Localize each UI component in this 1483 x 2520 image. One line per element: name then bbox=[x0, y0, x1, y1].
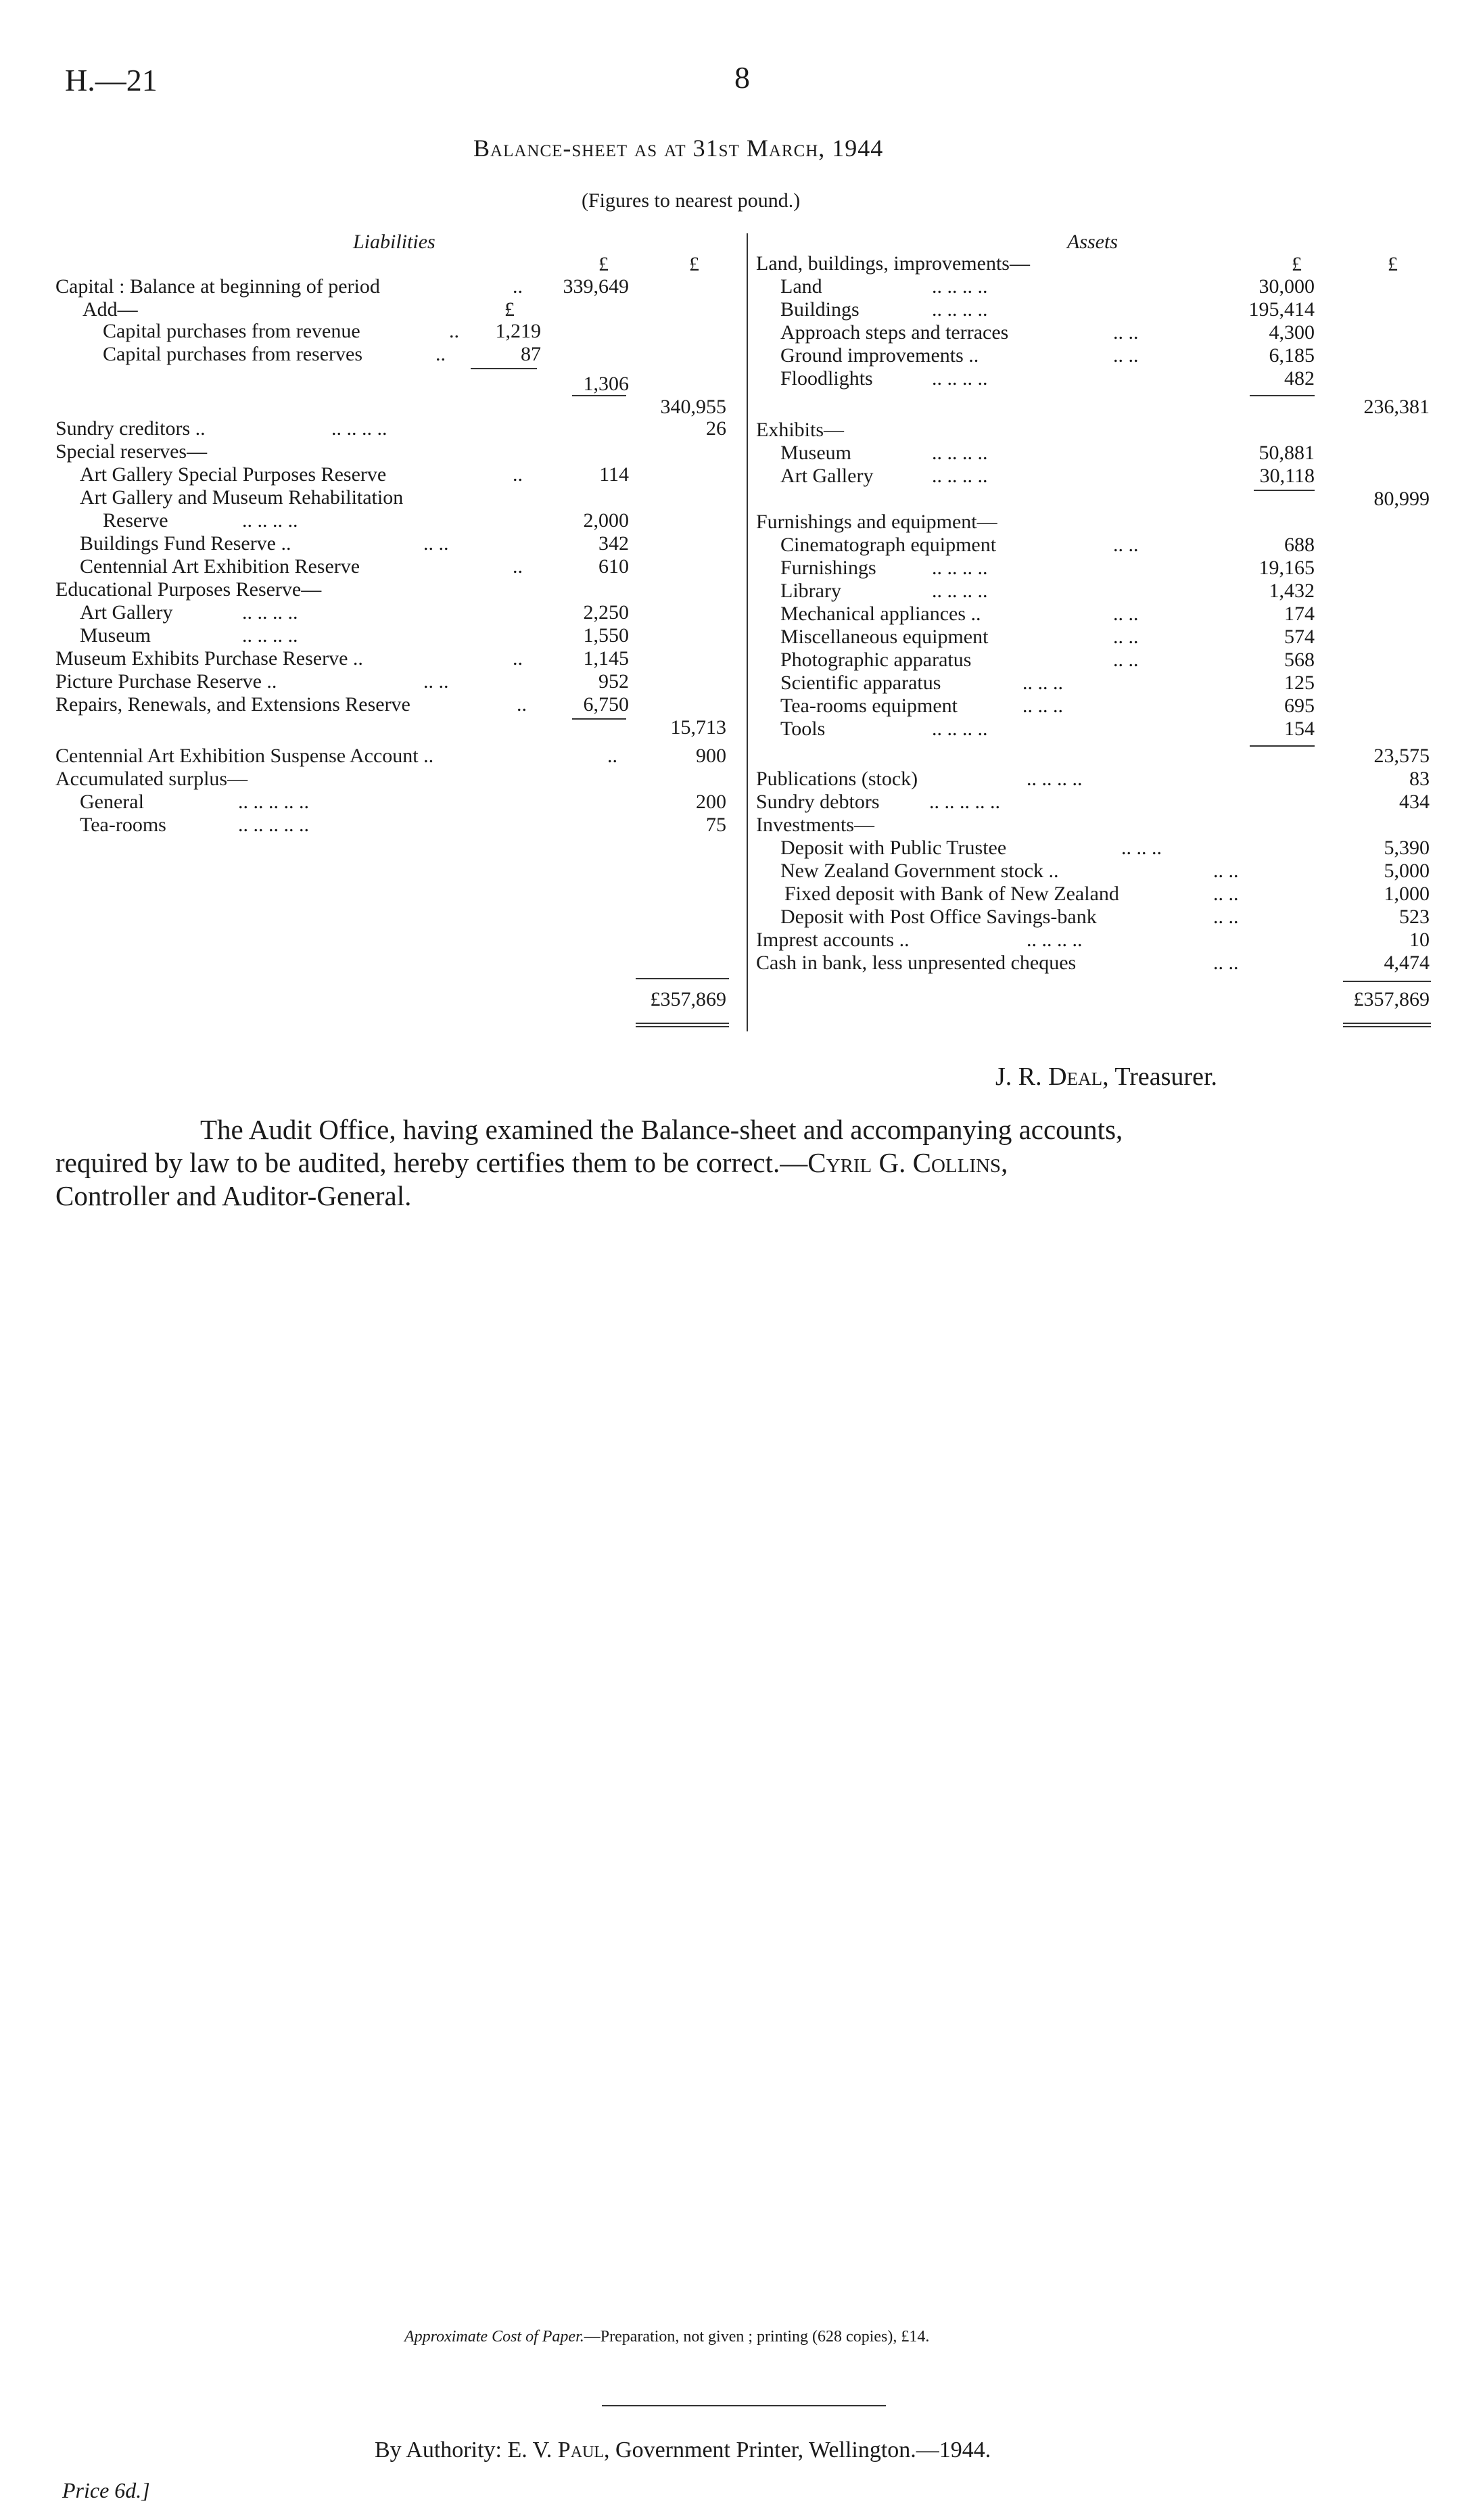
exh-heading: Exhibits— bbox=[756, 419, 845, 441]
caes-row bbox=[55, 744, 738, 768]
cap-rev-row bbox=[55, 319, 738, 343]
bld-label: Buildings bbox=[780, 298, 860, 321]
authority-a: By Authority: E. V. bbox=[375, 2437, 558, 2463]
assets-total-rule-top bbox=[1343, 981, 1431, 982]
nzgs-label: New Zealand Government stock .. bbox=[780, 860, 1059, 882]
land-total-row bbox=[756, 395, 1439, 419]
edu-ag-dots: .. .. .. .. bbox=[242, 601, 298, 624]
mech-row bbox=[756, 602, 1439, 626]
gen-value: 200 bbox=[696, 791, 726, 813]
lib-row bbox=[756, 579, 1439, 603]
liabilities-currency-1: £ bbox=[598, 253, 609, 275]
treasurer-role: , Treasurer. bbox=[1102, 1063, 1218, 1091]
cash-value: 4,474 bbox=[1384, 952, 1430, 974]
tea-row bbox=[55, 813, 738, 837]
liabilities-total-rule-bottom-2 bbox=[636, 1026, 729, 1027]
flood-value: 482 bbox=[1284, 367, 1315, 390]
nzgs-value: 5,000 bbox=[1384, 860, 1430, 882]
add-label: Add— bbox=[83, 298, 138, 321]
auditor-name: Cyril G. Collins bbox=[807, 1147, 1002, 1178]
mech-dots: .. .. bbox=[1113, 603, 1139, 625]
furnish-label: Furnishings bbox=[780, 557, 876, 579]
reserves-total: 15,713 bbox=[670, 716, 726, 739]
trm-row bbox=[756, 694, 1439, 718]
fd-label: Fixed deposit with Bank of New Zealand bbox=[784, 883, 1119, 905]
liabilities-heading: Liabilities bbox=[353, 231, 436, 253]
grnd-value: 6,185 bbox=[1269, 344, 1315, 367]
trm-dots: .. .. .. bbox=[1022, 695, 1063, 717]
sd-value: 434 bbox=[1399, 791, 1430, 813]
bfr-value: 342 bbox=[598, 532, 629, 555]
trm-value: 695 bbox=[1284, 695, 1315, 717]
agmr-dots: .. .. .. .. bbox=[242, 509, 298, 532]
misc-row bbox=[756, 625, 1439, 649]
furnish-value: 19,165 bbox=[1258, 557, 1315, 579]
bfr-label: Buildings Fund Reserve .. bbox=[80, 532, 291, 555]
furn-total: 23,575 bbox=[1373, 745, 1430, 767]
sci-value: 125 bbox=[1284, 672, 1315, 694]
assets-currency-1: £ bbox=[1292, 253, 1302, 275]
posb-label: Deposit with Post Office Savings-bank bbox=[780, 906, 1097, 928]
liabilities-total-row bbox=[55, 987, 738, 1011]
mepr-value: 1,145 bbox=[583, 647, 629, 670]
fd-dots: .. .. bbox=[1213, 883, 1239, 905]
report-code: H.—21 bbox=[65, 63, 158, 97]
rre-dots: .. bbox=[517, 693, 527, 716]
land-total: 236,381 bbox=[1363, 396, 1430, 418]
mus-row bbox=[756, 441, 1439, 465]
agmr-value: 2,000 bbox=[583, 509, 629, 532]
appr-value: 4,300 bbox=[1269, 321, 1315, 344]
edu-mu-row bbox=[55, 624, 738, 647]
photo-value: 568 bbox=[1284, 649, 1315, 671]
bld-value: 195,414 bbox=[1248, 298, 1315, 321]
lib-label: Library bbox=[780, 580, 841, 602]
capital-label: Capital : Balance at beginning of period bbox=[55, 275, 380, 298]
pub-dots: .. .. .. .. bbox=[1027, 768, 1083, 790]
photo-label: Photographic apparatus bbox=[780, 649, 972, 671]
add-rule bbox=[471, 368, 537, 369]
mech-label: Mechanical appliances .. bbox=[780, 603, 981, 625]
cost-italic: Approximate Cost of Paper. bbox=[404, 2328, 584, 2346]
nzgs-dots: .. .. bbox=[1213, 860, 1239, 882]
liabilities-grand-total: £357,869 bbox=[650, 988, 726, 1010]
sd-dots: .. .. .. .. .. bbox=[929, 791, 1000, 813]
gen-dots: .. .. .. .. .. bbox=[238, 791, 309, 813]
audit-line-1: The Audit Office, having examined the Balance-sheet and accompanying accounts, bbox=[200, 1114, 1123, 1145]
capital-row bbox=[55, 275, 738, 298]
agmr-label-1: Art Gallery and Museum Rehabilitation bbox=[80, 486, 404, 509]
exh-total: 80,999 bbox=[1373, 488, 1430, 510]
cash-label: Cash in bank, less unpresented cheques bbox=[756, 952, 1077, 974]
audit-line-3: Controller and Auditor-General. bbox=[55, 1180, 412, 1211]
dpt-dots: .. .. .. bbox=[1121, 837, 1162, 859]
dpt-row bbox=[756, 836, 1439, 860]
capital-dots: .. bbox=[513, 275, 523, 298]
audit-line-2-text: required by law to be audited, hereby certifies them to be correct.— bbox=[55, 1147, 808, 1178]
appr-row bbox=[756, 321, 1439, 344]
misc-label: Miscellaneous equipment bbox=[780, 626, 989, 648]
assets-total-row bbox=[756, 987, 1439, 1011]
edu-mu-label: Museum bbox=[80, 624, 151, 647]
cine-label: Cinematograph equipment bbox=[780, 534, 997, 556]
mus-label: Museum bbox=[780, 442, 851, 464]
artg-label: Art Gallery bbox=[780, 465, 874, 487]
tools-value: 154 bbox=[1284, 718, 1315, 740]
ppr-row bbox=[55, 670, 738, 693]
mepr-label: Museum Exhibits Purchase Reserve .. bbox=[55, 647, 363, 670]
mepr-row bbox=[55, 647, 738, 670]
imp-value: 10 bbox=[1409, 929, 1430, 951]
edu-ag-value: 2,250 bbox=[583, 601, 629, 624]
edu-mu-dots: .. .. .. .. bbox=[242, 624, 298, 647]
lib-dots: .. .. .. .. bbox=[932, 580, 988, 602]
bfr-dots: .. .. bbox=[423, 532, 449, 555]
ppr-label: Picture Purchase Reserve .. bbox=[55, 670, 277, 693]
bld-row bbox=[756, 298, 1439, 321]
tools-label: Tools bbox=[780, 718, 826, 740]
sd-label: Sundry debtors bbox=[756, 791, 880, 813]
pub-label: Publications (stock) bbox=[756, 768, 918, 790]
rre-row bbox=[55, 693, 738, 716]
edu-ag-label: Art Gallery bbox=[80, 601, 173, 624]
caer-label: Centennial Art Exhibition Reserve bbox=[80, 555, 360, 578]
posb-value: 523 bbox=[1399, 906, 1430, 928]
assets-heading: Assets bbox=[1067, 231, 1118, 253]
agmr-label-2: Reserve bbox=[103, 509, 168, 532]
column-divider bbox=[747, 233, 748, 1031]
fd-row bbox=[756, 882, 1439, 906]
land-row bbox=[756, 275, 1439, 298]
cash-row bbox=[756, 951, 1439, 975]
mus-dots: .. .. .. .. bbox=[932, 442, 988, 464]
treasurer-name: J. R. Deal bbox=[995, 1063, 1103, 1091]
gen-label: General bbox=[80, 791, 144, 813]
land-label: Land bbox=[780, 275, 822, 298]
imp-label: Imprest accounts .. bbox=[756, 929, 910, 951]
edu-ag-row bbox=[55, 601, 738, 624]
cine-value: 688 bbox=[1284, 534, 1315, 556]
add-total-row bbox=[55, 372, 738, 396]
gen-row bbox=[55, 790, 738, 814]
audit-line-2-comma: , bbox=[1001, 1147, 1008, 1178]
tools-row bbox=[756, 717, 1439, 741]
reserves-total-row bbox=[55, 716, 738, 739]
imp-dots: .. .. .. .. bbox=[1027, 929, 1083, 951]
dpt-label: Deposit with Public Trustee bbox=[780, 837, 1007, 859]
tea-dots: .. .. .. .. .. bbox=[238, 814, 309, 836]
agspr-value: 114 bbox=[599, 463, 629, 486]
audit-certificate bbox=[55, 1113, 1415, 1213]
posb-row bbox=[756, 905, 1439, 929]
cap-rev-dots: .. bbox=[449, 320, 459, 342]
assets-total-rule-bottom-1 bbox=[1343, 1023, 1431, 1024]
bld-dots: .. .. .. .. bbox=[932, 298, 988, 321]
furn-heading: Furnishings and equipment— bbox=[756, 511, 997, 533]
liabilities-currency-2: £ bbox=[689, 253, 699, 275]
agmr-row bbox=[55, 509, 738, 532]
sd-row bbox=[756, 790, 1439, 814]
caer-row bbox=[55, 555, 738, 578]
audit-line-2 bbox=[55, 1146, 1415, 1180]
printer-name: Paul bbox=[557, 2437, 605, 2463]
liabilities-total-rule-top bbox=[636, 978, 729, 979]
furnish-row bbox=[756, 556, 1439, 580]
pub-row bbox=[756, 767, 1439, 791]
flood-row bbox=[756, 367, 1439, 390]
mepr-dots: .. bbox=[513, 647, 523, 670]
treasurer-signature bbox=[995, 1062, 1217, 1092]
furnish-dots: .. .. .. .. bbox=[932, 557, 988, 579]
price: Price 6d.] bbox=[62, 2478, 150, 2502]
artg-row bbox=[756, 464, 1439, 488]
sci-dots: .. .. .. bbox=[1022, 672, 1063, 694]
printer-authority bbox=[375, 2437, 991, 2463]
cine-row bbox=[756, 533, 1439, 557]
mus-value: 50,881 bbox=[1258, 442, 1315, 464]
bfr-row bbox=[55, 532, 738, 555]
cine-dots: .. .. bbox=[1113, 534, 1139, 556]
agspr-row bbox=[55, 463, 738, 486]
caer-value: 610 bbox=[598, 555, 629, 578]
page-number: 8 bbox=[734, 60, 750, 95]
acc-label: Accumulated surplus— bbox=[55, 768, 248, 790]
page-title: Balance-sheet as at 31st March, 1944 bbox=[473, 135, 884, 162]
flood-label: Floodlights bbox=[780, 367, 873, 390]
tea-label: Tea-rooms bbox=[80, 814, 166, 836]
cost-rest: —Preparation, not given ; printing (628 copies), £14. bbox=[584, 2328, 930, 2346]
assets-grand-total: £357,869 bbox=[1353, 988, 1430, 1010]
posb-dots: .. .. bbox=[1213, 906, 1239, 928]
artg-value: 30,118 bbox=[1259, 465, 1315, 487]
exh-total-row bbox=[756, 487, 1439, 511]
tea-value: 75 bbox=[706, 814, 726, 836]
misc-value: 574 bbox=[1284, 626, 1315, 648]
cap-res-dots: .. bbox=[436, 343, 446, 365]
special-label: Special reserves— bbox=[55, 440, 208, 463]
authority-c: , Government Printer, Wellington.—1944. bbox=[604, 2437, 991, 2463]
agspr-dots: .. bbox=[513, 463, 523, 486]
rre-label: Repairs, Renewals, and Extensions Reserve bbox=[55, 693, 410, 716]
ppr-dots: .. .. bbox=[423, 670, 449, 693]
cap-rev-value: 1,219 bbox=[495, 320, 541, 342]
footer-rule bbox=[602, 2405, 886, 2406]
sundry-row bbox=[55, 417, 738, 440]
lib-value: 1,432 bbox=[1269, 580, 1315, 602]
agspr-label: Art Gallery Special Purposes Reserve bbox=[80, 463, 387, 486]
cap-rev-label: Capital purchases from revenue bbox=[103, 320, 360, 342]
capital-total-row bbox=[55, 395, 738, 419]
sci-label: Scientific apparatus bbox=[780, 672, 941, 694]
dpt-value: 5,390 bbox=[1384, 837, 1430, 859]
artg-dots: .. .. .. .. bbox=[932, 465, 988, 487]
inv-heading: Investments— bbox=[756, 814, 874, 836]
tools-dots: .. .. .. .. bbox=[932, 718, 988, 740]
misc-dots: .. .. bbox=[1113, 626, 1139, 648]
liabilities-total-rule-bottom-1 bbox=[636, 1023, 729, 1024]
caer-dots: .. bbox=[513, 555, 523, 578]
ppr-value: 952 bbox=[598, 670, 629, 693]
flood-dots: .. .. .. .. bbox=[932, 367, 988, 390]
caes-value: 900 bbox=[696, 745, 726, 767]
edu-mu-value: 1,550 bbox=[583, 624, 629, 647]
cost-of-paper bbox=[404, 2328, 929, 2346]
cash-dots: .. .. bbox=[1213, 952, 1239, 974]
trm-label: Tea-rooms equipment bbox=[780, 695, 958, 717]
assets-currency-2: £ bbox=[1388, 253, 1398, 275]
caes-label: Centennial Art Exhibition Suspense Account .. bbox=[55, 745, 434, 767]
capital-value: 339,649 bbox=[563, 275, 629, 298]
pub-value: 83 bbox=[1409, 768, 1430, 790]
caes-dots: .. bbox=[607, 745, 617, 767]
cap-res-value: 87 bbox=[521, 343, 541, 365]
grnd-row bbox=[756, 344, 1439, 367]
appr-label: Approach steps and terraces bbox=[780, 321, 1009, 344]
capital-total: 340,955 bbox=[660, 396, 726, 418]
cap-res-row bbox=[55, 342, 738, 366]
sci-row bbox=[756, 671, 1439, 695]
add-currency: £ bbox=[504, 298, 515, 321]
land-value: 30,000 bbox=[1258, 275, 1315, 298]
sundry-label: Sundry creditors .. bbox=[55, 417, 206, 440]
mech-value: 174 bbox=[1284, 603, 1315, 625]
sundry-value: 26 bbox=[706, 417, 726, 440]
fd-value: 1,000 bbox=[1384, 883, 1430, 905]
add-total: 1,306 bbox=[583, 373, 629, 395]
furn-total-row bbox=[756, 744, 1439, 768]
land-heading: Land, buildings, improvements— bbox=[756, 252, 1034, 275]
grnd-dots: .. .. bbox=[1113, 344, 1139, 367]
photo-row bbox=[756, 648, 1439, 672]
photo-dots: .. .. bbox=[1113, 649, 1139, 671]
imp-row bbox=[756, 928, 1439, 952]
cap-res-label: Capital purchases from reserves bbox=[103, 343, 363, 365]
assets-total-rule-bottom-2 bbox=[1343, 1026, 1431, 1027]
appr-dots: .. .. bbox=[1113, 321, 1139, 344]
rre-value: 6,750 bbox=[583, 693, 629, 716]
edu-label: Educational Purposes Reserve— bbox=[55, 578, 322, 601]
figures-note: (Figures to nearest pound.) bbox=[582, 189, 801, 212]
sundry-dots: .. .. .. .. bbox=[331, 417, 387, 440]
grnd-label: Ground improvements .. bbox=[780, 344, 979, 367]
land-dots: .. .. .. .. bbox=[932, 275, 988, 298]
nzgs-row bbox=[756, 859, 1439, 883]
